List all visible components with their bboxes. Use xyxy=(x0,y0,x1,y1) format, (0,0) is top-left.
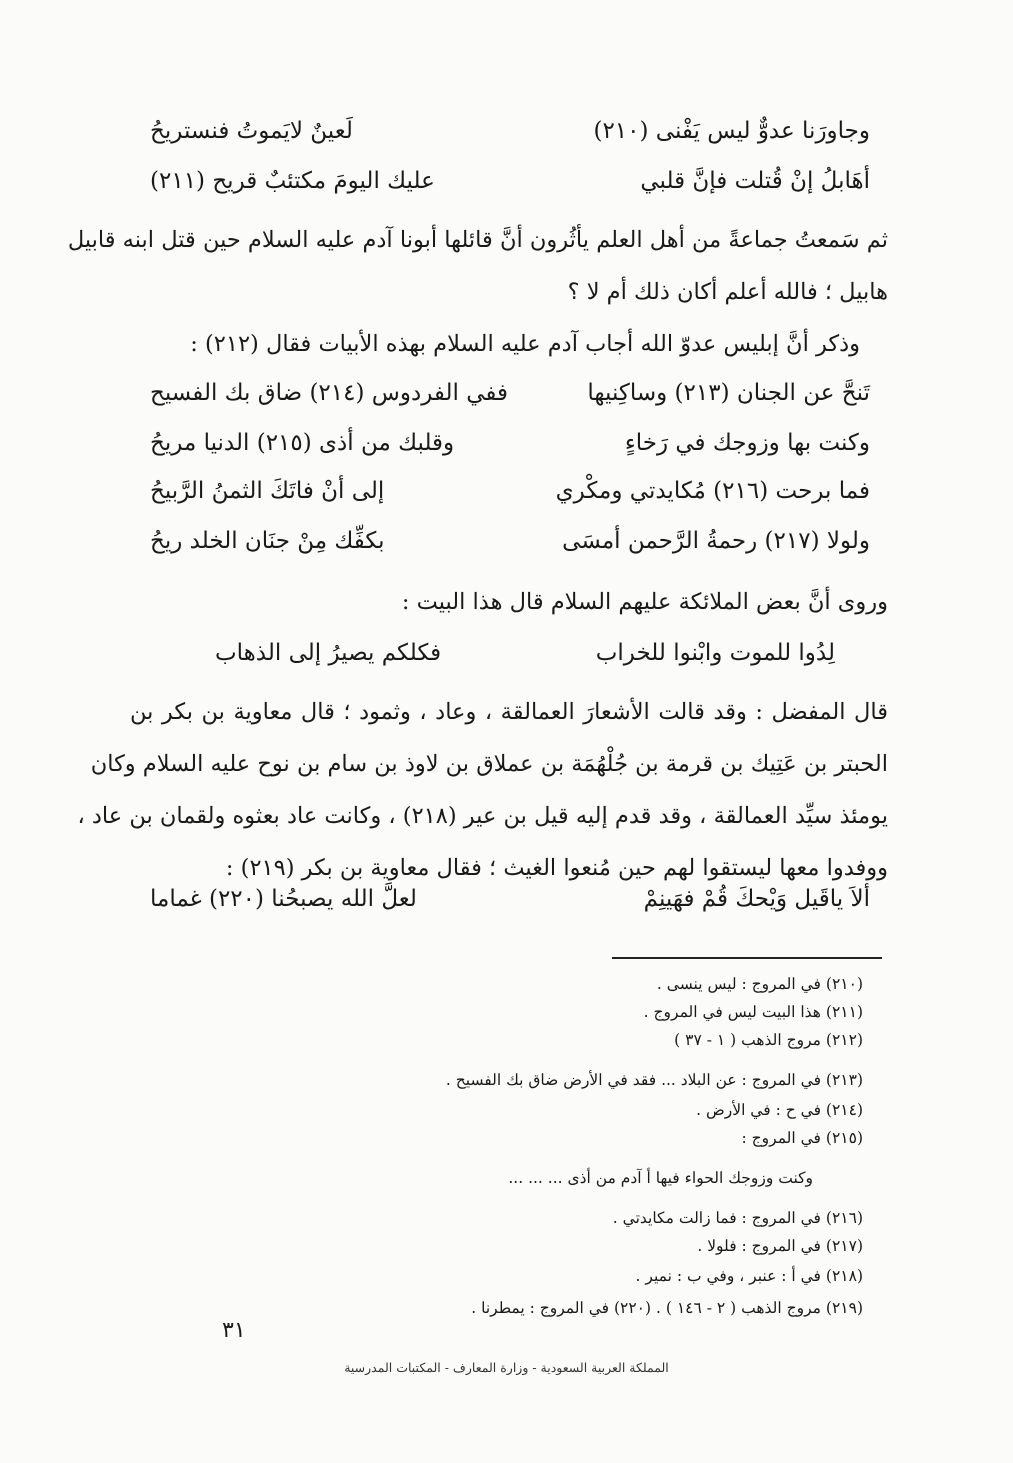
paragraph xyxy=(130,576,888,628)
footnote: (٢١٨) في أ : عنبر ، وفي ب : نمير . xyxy=(635,1267,863,1285)
footnote: (٢١٦) في المروج : فما زالت مكايدتي . xyxy=(612,1209,863,1227)
paragraph-line: وذكر أنَّ إبليس عدوّ الله أجاب آدم عليه السلام بهذه الأبيات فقال (٢١٢) : xyxy=(190,331,860,357)
hemistich-first: وكنت بها وزوجك في رَخاءٍ xyxy=(624,430,870,456)
paragraph-line: يومئذ سيِّد العمالقة ، وقد قدم إليه قيل بن عير (٢١٨) ، وكانت عاد بعثوه ولقمان بن عاد ، xyxy=(77,803,888,829)
footnote: (٢١٩) مروج الذهب ( ٢ - ١٤٦ ) . (٢٢٠) في المروج : يمطرنا . xyxy=(471,1299,863,1317)
footnote: (٢١٣) في المروج : عن البلاد ... فقد في الأرض ضاق بك الفسيح . xyxy=(445,1071,863,1089)
paragraph-line: ثم سَمعتُ جماعةً من أهل العلم يأثُرون أنَّ قائلها أبونا آدم عليه السلام حين قتل ابنه قابيل xyxy=(67,227,888,253)
footnote: (٢١٢) مروج الذهب ( ١ - ٣٧ ) xyxy=(674,1031,863,1049)
hemistich-first: فما برحت (٢١٦) مُكايدتي ومكْري xyxy=(555,478,870,504)
hemistich-first: ألاَ ياقَيل وَيْحكَ قُمْ فهَينِمْ xyxy=(643,886,870,912)
verse-line xyxy=(150,380,870,406)
page-number: ٣١ xyxy=(222,1318,246,1343)
hemistich-second: بكفِّك مِنْ جنَان الخلد ريحُ xyxy=(150,528,385,554)
hemistich-second: وقلبك من أذى (٢١٥) الدنيا مريحُ xyxy=(150,430,455,456)
verse-line xyxy=(150,528,870,554)
paragraph xyxy=(67,214,888,370)
library-footer: المملكة العربية السعودية - وزارة المعارف - المكتبات المدرسية xyxy=(344,1360,669,1375)
verse-line xyxy=(215,640,835,666)
hemistich-second: لعلَّ الله يصبحُنا (٢٢٠) غماما xyxy=(150,886,417,912)
footnote: (٢١٠) في المروج : ليس ينسى . xyxy=(656,975,863,993)
verse-line xyxy=(150,118,870,144)
footnote: (٢١٥) في المروج : xyxy=(741,1129,863,1147)
hemistich-first: تَنحَّ عن الجنان (٢١٣) وساكِنيها xyxy=(587,380,870,406)
verse-line xyxy=(150,168,870,194)
footnote-divider xyxy=(612,957,882,959)
footnote: (٢١٤) في ح : في الأرض . xyxy=(696,1101,863,1119)
paragraph-line: قال المفضل : وقد قالت الأشعارَ العمالقة ، وعاد ، وثمود ؛ قال معاوية بن بكر بن xyxy=(130,699,888,725)
hemistich-first: أهَابلُ إنْ قُتلت فإنَّ قلبي xyxy=(640,168,870,194)
hemistich-first: ولولا (٢١٧) رحمةُ الرَّحمن أمسَى xyxy=(562,528,870,554)
hemistich-second: إلى أنْ فاتَكَ الثمنُ الرَّبيحُ xyxy=(150,478,385,504)
footnote: (٢١١) هذا البيت ليس في المروج . xyxy=(643,1003,863,1021)
hemistich-first: وجاورَنا عدوٌّ ليس يَفْنى (٢١٠) xyxy=(593,118,870,144)
verse-line xyxy=(150,886,870,912)
footnote: (٢١٧) في المروج : فلولا . xyxy=(697,1237,863,1255)
paragraph-line: وروى أنَّ بعض الملائكة عليهم السلام قال هذا البيت : xyxy=(401,589,888,615)
paragraph-line: الحبتر بن عَتِيك بن قرمة بن جُلْهُمَة بن عملاق بن لاوذ بن سام بن نوح عليه السلام وكان xyxy=(90,751,888,777)
paragraph xyxy=(77,686,888,894)
footnote-verse: وكنت وزوجك الحواء فيها أ آدم من أذى ... ... ... xyxy=(508,1169,813,1187)
paragraph-line: ووفدوا معها ليستقوا لهم حين مُنعوا الغيث ؛ فقال معاوية بن بكر (٢١٩) : xyxy=(225,855,888,881)
hemistich-second: عليك اليومَ مكتئبٌ قريح (٢١١) xyxy=(150,168,435,194)
hemistich-second: ففي الفردوس (٢١٤) ضاق بك الفسيح xyxy=(150,380,509,406)
hemistich-second: لَعينٌ لايَموتُ فنستريحُ xyxy=(150,118,353,144)
hemistich-second: فكلكم يصيرُ إلى الذهاب xyxy=(215,640,442,666)
verse-line xyxy=(150,430,870,456)
verse-line xyxy=(150,478,870,504)
paragraph-line: هابيل ؛ فالله أعلم أكان ذلك أم لا ؟ xyxy=(567,279,888,305)
hemistich-first: لِدُوا للموت وابْنوا للخراب xyxy=(595,640,835,666)
